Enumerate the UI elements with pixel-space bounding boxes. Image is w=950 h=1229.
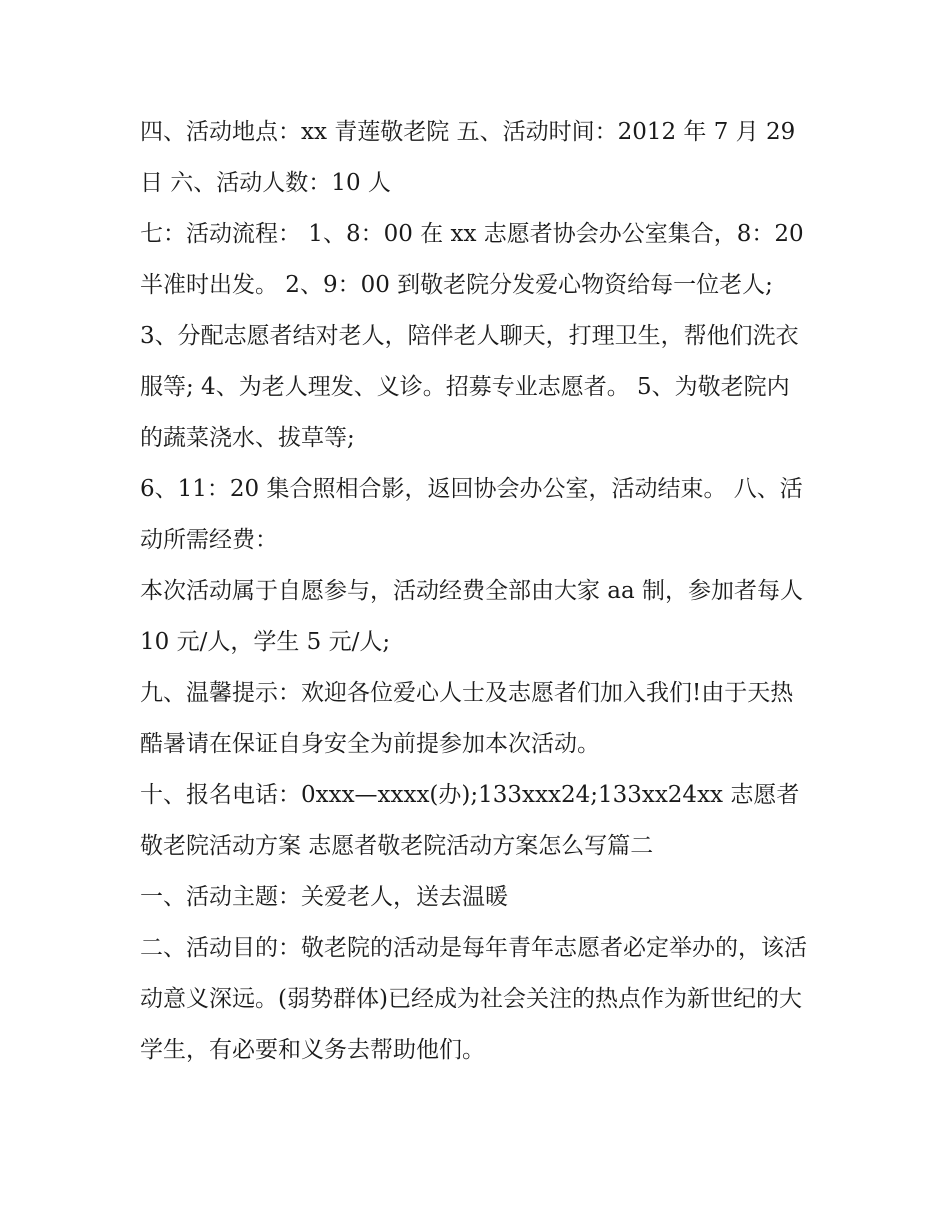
paragraph-process-steps-3-5: 3、分配志愿者结对老人，陪伴老人聊天，打理卫生，帮他们洗衣服等; 4、为老人理发、义诊。招募专业志愿者。 5、为敬老院内的蔬菜浇水、拔草等; (140, 323, 799, 451)
paragraph-registration-phone: 十、报名电话：0xxx—xxxx(办);133xxx24;133xx24xx 志愿者敬老院活动方案 志愿者敬老院活动方案怎么写篇二 (140, 782, 800, 859)
paragraph-process-steps-1-2: 七：活动流程： 1、8：00 在 xx 志愿者协会办公室集合，8：20 半准时出发。 2、9：00 到敬老院分发爱心物资给每一位老人; (140, 221, 804, 298)
paragraph-purpose: 二、活动目的：敬老院的活动是每年青年志愿者必定举办的，该活动意义深远。(弱势群体)已经成为社会关注的热点作为新世纪的大学生，有必要和义务去帮助他们。 (140, 935, 807, 1063)
paragraph-process-step-6-funding: 6、11：20 集合照相合影，返回协会办公室，活动结束。 八、活动所需经费： (140, 476, 803, 553)
paragraph-theme: 一、活动主题：关爱老人，送去温暖 (140, 884, 508, 910)
paragraph-funding-details: 本次活动属于自愿参与，活动经费全部由大家 aa 制，参加者每人 10 元/人，学生 5 元/人; (140, 578, 804, 655)
paragraph-venue-time-count: 四、活动地点：xx 青莲敬老院 五、活动时间：2012 年 7 月 29 日 六、活动人数：10 人 (140, 119, 796, 196)
document-body (140, 107, 810, 1076)
paragraph-reminder: 九、温馨提示：欢迎各位爱心人士及志愿者们加入我们!由于天热酷暑请在保证自身安全为前提参加本次活动。 (140, 680, 794, 757)
